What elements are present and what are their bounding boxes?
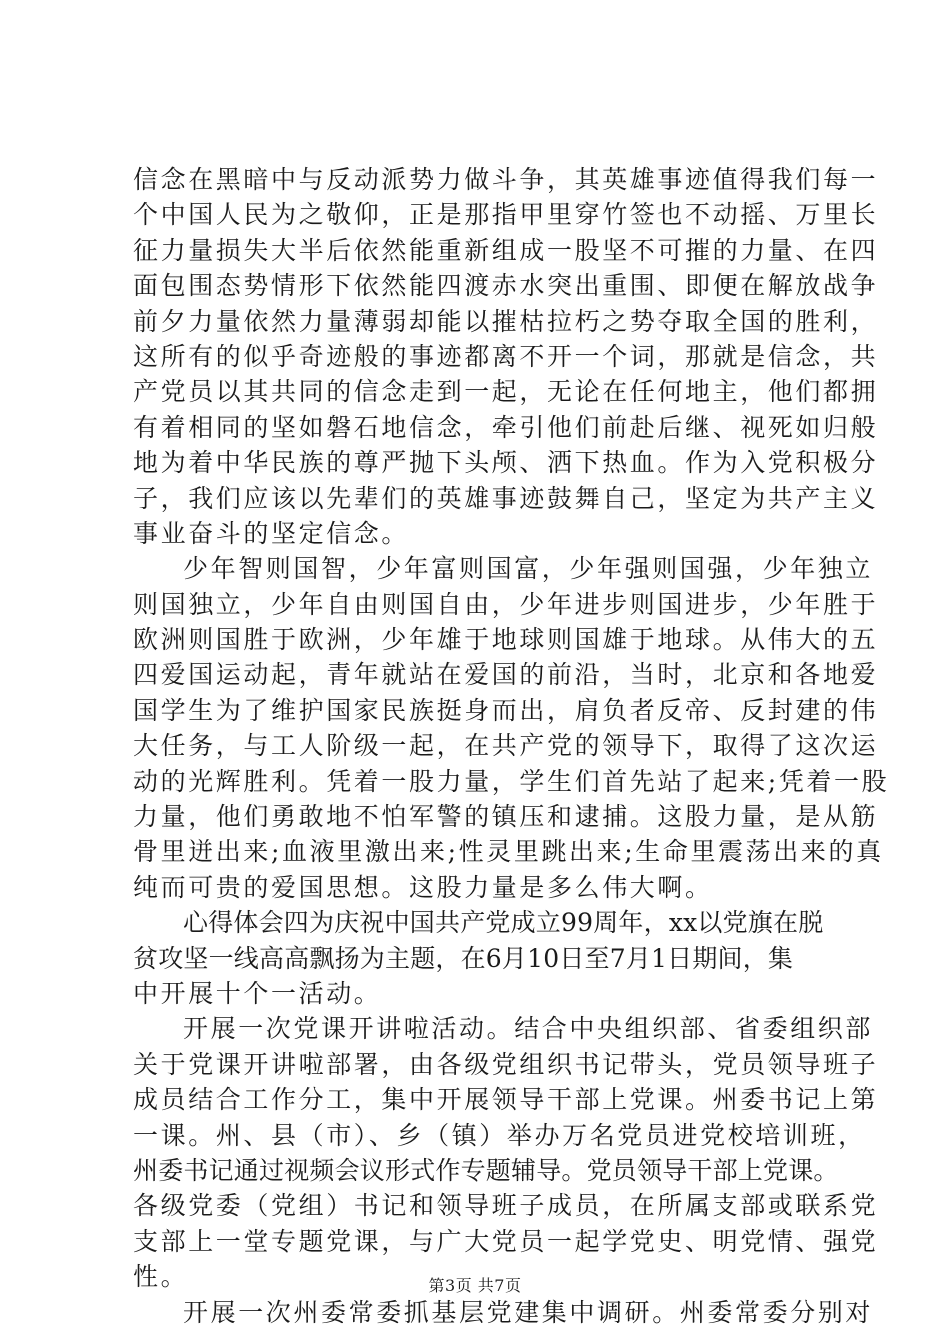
- text-line: 面包围态势情形下依然能四渡赤水突出重围、即便在解放战争: [133, 271, 879, 301]
- text-line: 地为着中华民族的尊严抛下头颅、洒下热血。作为入党积极分: [133, 448, 879, 478]
- text-line: 产党员以其共同的信念走到一起，无论在任何地主，他们都拥: [133, 377, 879, 407]
- text-line: 中开展十个一活动。: [133, 978, 382, 1008]
- text-line: 开展一次州委常委抓基层党建集中调研。州委常委分别对: [183, 1297, 874, 1327]
- text-line: 则国独立，少年自由则国自由，少年进步则国进步，少年胜于: [133, 589, 879, 619]
- text-line: 这所有的似乎奇迹般的事迹都离不开一个词，那就是信念，共: [133, 341, 879, 371]
- text-line: 一课。州、县（市）、乡（镇）举办万名党员进党校培训班，: [133, 1120, 866, 1150]
- text-line: 纯而可贵的爱国思想。这股力量是多么伟大啊。: [133, 872, 713, 902]
- text-line: 个中国人民为之敬仰，正是那指甲里穿竹签也不动摇、万里长: [133, 200, 879, 230]
- text-line: 信念在黑暗中与反动派势力做斗争，其英雄事迹值得我们每一: [133, 165, 879, 194]
- text-line: 国学生为了维护国家民族挺身而出，肩负者反帝、反封建的伟: [133, 695, 879, 725]
- text-line: 性。: [133, 1262, 189, 1292]
- text-line: 大任务，与工人阶级一起，在共产党的领导下，取得了这次运: [133, 731, 879, 761]
- text-line: 力量，他们勇敢地不怕军警的镇压和逮捕。这股力量，是从筋: [133, 802, 879, 832]
- text-line: 有着相同的坚如磐石地信念，牵引他们前赴后继、视死如归般: [133, 412, 879, 442]
- text-line: 支部上一堂专题党课，与广大党员一起学党史、明党情、强党: [133, 1226, 879, 1256]
- text-line: 各级党委（党组）书记和领导班子成员，在所属支部或联系党: [133, 1191, 879, 1221]
- text-line: 前夕力量依然力量薄弱却能以摧枯拉朽之势夺取全国的胜利，: [133, 306, 879, 336]
- text-line: 动的光辉胜利。凭着一股力量，学生们首先站了起来;凭着一股: [133, 766, 890, 796]
- text-line: 少年智则国智，少年富则国富，少年强则国强，少年独立: [183, 554, 874, 584]
- page-number-footer: 第3页 共7页: [428, 1276, 522, 1295]
- text-line: 四爱国运动起，青年就站在爱国的前沿，当时，北京和各地爱: [133, 660, 879, 690]
- text-line: 事业奋斗的坚定信念。: [133, 518, 410, 548]
- text-line: 开展一次党课开讲啦活动。结合中央组织部、省委组织部: [183, 1014, 874, 1044]
- text-line: 征力量损失大半后依然能重新组成一股坚不可摧的力量、在四: [133, 235, 879, 265]
- text-line: 心得体会四为庆祝中国共产党成立99周年，xx以党旗在脱: [183, 908, 824, 938]
- document-body: [133, 162, 890, 1330]
- text-line: 骨里迸出来;血液里激出来;性灵里跳出来;生命里震荡出来的真: [133, 837, 884, 867]
- text-line: 成员结合工作分工，集中开展领导干部上党课。州委书记上第: [133, 1085, 879, 1115]
- text-line: 子，我们应该以先辈们的英雄事迹鼓舞自己，坚定为共产主义: [133, 483, 879, 513]
- text-line: 州委书记通过视频会议形式作专题辅导。党员领导干部上党课。: [133, 1155, 839, 1185]
- text-line: 贫攻坚一线高高飘扬为主题，在6月10日至7月1日期间，集: [133, 943, 794, 973]
- text-line: 关于党课开讲啦部署，由各级党组织书记带头，党员领导班子: [133, 1049, 879, 1079]
- text-line: 欧洲则国胜于欧洲，少年雄于地球则国雄于地球。从伟大的五: [133, 625, 879, 655]
